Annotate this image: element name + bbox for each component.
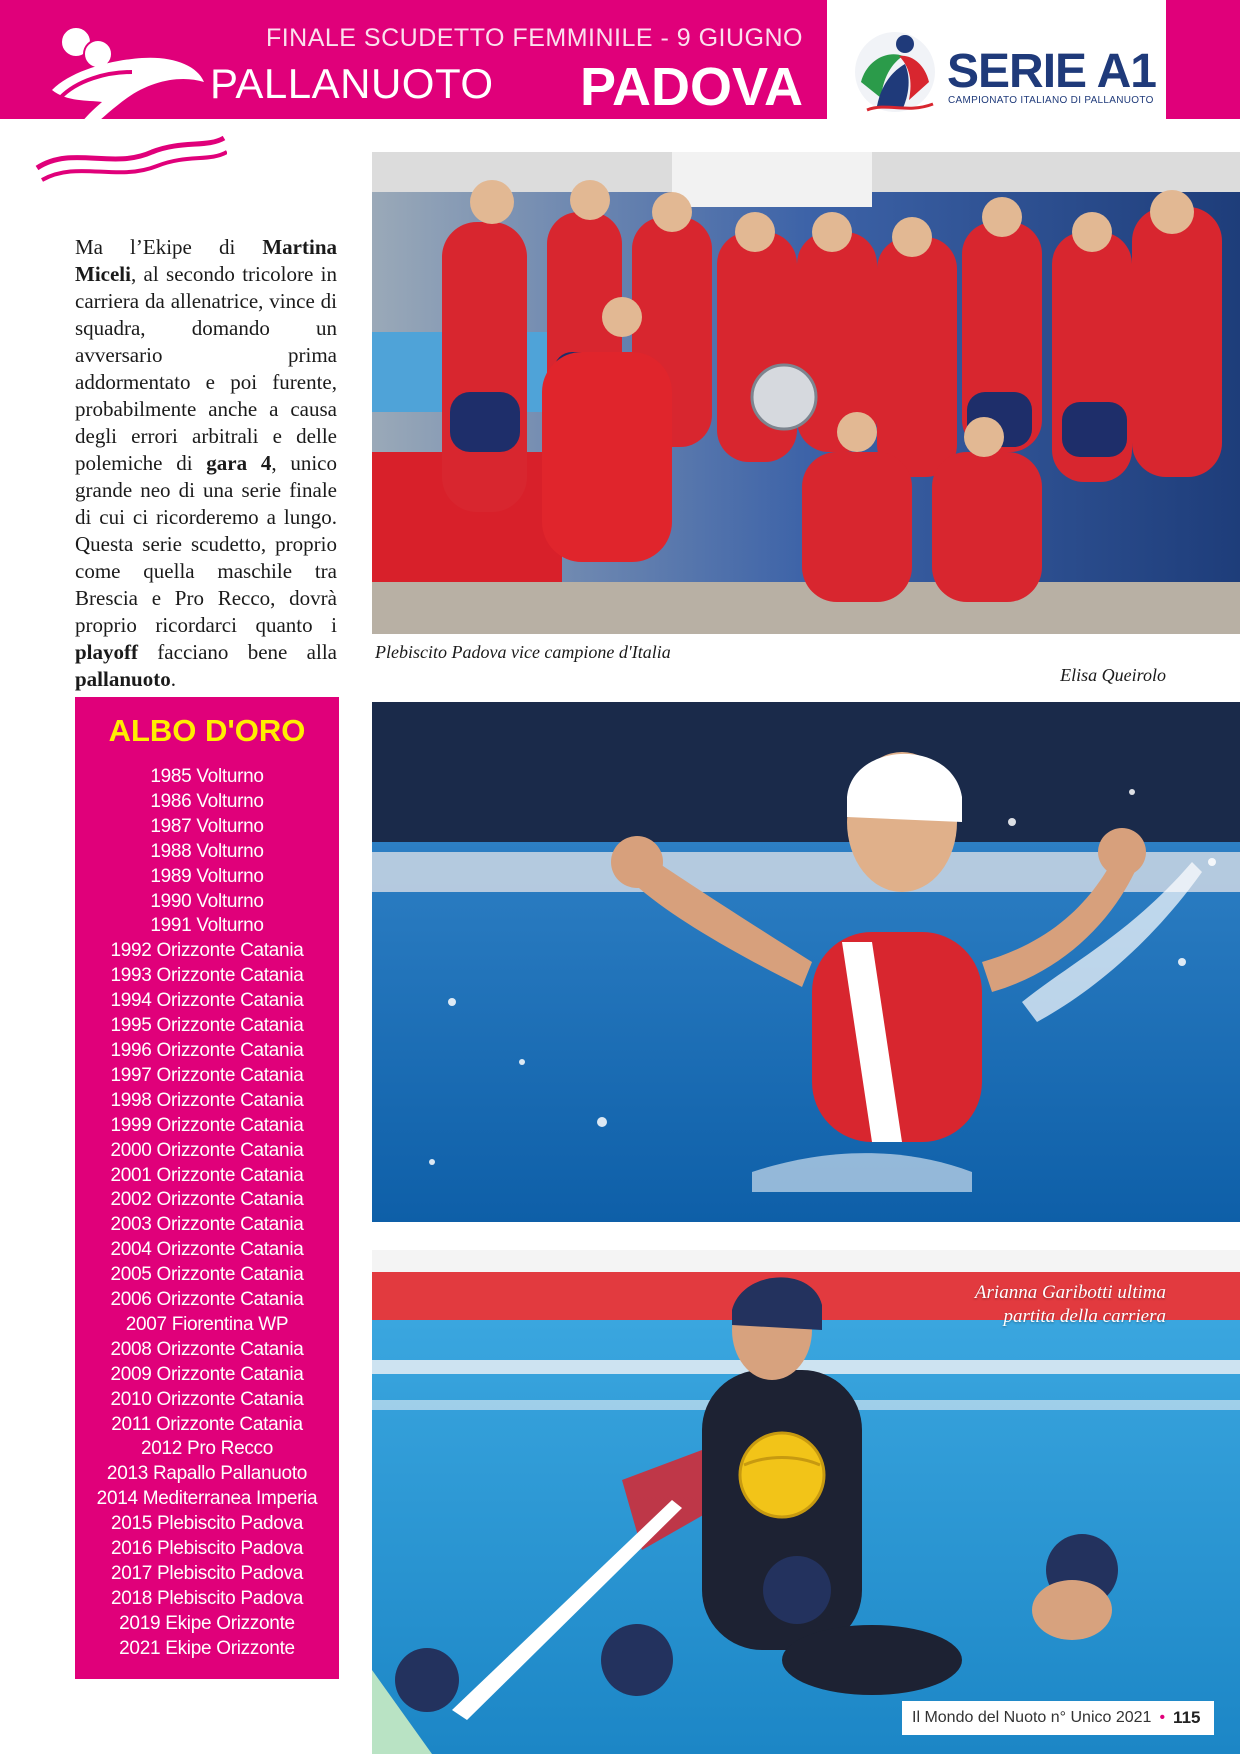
- albo-doro-entry: 1997 Orizzonte Catania: [110, 1064, 304, 1086]
- section-title: PALLANUOTO: [210, 60, 494, 107]
- albo-doro-entry: 1995 Orizzonte Catania: [110, 1015, 304, 1037]
- text-run: Ma l’Ekipe di: [75, 235, 263, 259]
- serie-a1-subtitle: CAMPIONATO ITALIANO DI PALLANUOTO: [948, 95, 1154, 106]
- text-run: facciano bene alla: [138, 640, 337, 664]
- albo-doro-entry: 2003 Orizzonte Catania: [110, 1214, 304, 1236]
- page-footer: [902, 1701, 1214, 1735]
- albo-doro-entry: 2001 Orizzonte Catania: [110, 1164, 304, 1186]
- team-photo: [372, 152, 1240, 634]
- match-photo-caption-line-1: Arianna Garibotti ultima: [974, 1282, 1166, 1303]
- albo-doro-entry: 2002 Orizzonte Catania: [110, 1189, 304, 1211]
- team-photo-credit: Elisa Queirolo: [1060, 665, 1166, 685]
- bullet-icon: •: [1159, 1709, 1166, 1726]
- match-photo-caption-line-2: partita della carriera: [1003, 1306, 1166, 1327]
- magazine-name: Il Mondo del Nuoto n° Unico 2021: [912, 1709, 1152, 1726]
- celebration-photo-image: [372, 702, 1240, 1222]
- text-run: .: [170, 667, 176, 691]
- albo-doro-entry: 1999 Orizzonte Catania: [110, 1114, 304, 1136]
- albo-doro-entry: 2010 Orizzonte Catania: [110, 1388, 304, 1410]
- serie-a1-emblem-icon: [847, 20, 943, 116]
- albo-doro-entry: 1985 Volturno: [150, 766, 264, 787]
- albo-doro-entry: 2021 Ekipe Orizzonte: [119, 1637, 295, 1659]
- team-photo-image: [372, 152, 1240, 634]
- article-paragraph: [75, 234, 337, 693]
- albo-doro-entry: 1988 Volturno: [150, 840, 264, 862]
- albo-doro-entry: 1998 Orizzonte Catania: [110, 1089, 304, 1111]
- albo-doro-entry: 2000 Orizzonte Catania: [110, 1139, 304, 1161]
- celebration-photo: [372, 702, 1240, 1222]
- albo-doro-entry: 2019 Ekipe Orizzonte: [119, 1612, 295, 1634]
- albo-doro-list: [75, 765, 339, 1662]
- albo-doro-entry: 2014 Mediterranea Imperia: [96, 1488, 318, 1510]
- albo-doro-entry: 2013 Rapallo Pallanuoto: [106, 1463, 308, 1485]
- albo-doro-entry: 1996 Orizzonte Catania: [110, 1039, 304, 1061]
- header-band-right: [1166, 0, 1240, 119]
- albo-doro-entry: 2012 Pro Recco: [140, 1438, 274, 1460]
- albo-doro-entry: 1993 Orizzonte Catania: [110, 965, 304, 987]
- albo-doro-entry: 2009 Orizzonte Catania: [110, 1363, 304, 1385]
- albo-doro-entry: 2004 Orizzonte Catania: [110, 1239, 304, 1261]
- albo-doro-entry: 2016 Plebiscito Padova: [111, 1538, 303, 1560]
- serie-a1-wordmark: SERIE A1: [947, 45, 1156, 98]
- albo-doro-entry: 1994 Orizzonte Catania: [110, 990, 304, 1012]
- swimmer-logo-icon: [32, 20, 227, 185]
- albo-doro-entry: 1990 Volturno: [150, 890, 264, 912]
- header-kicker: FINALE SCUDETTO FEMMINILE - 9 GIUGNO: [265, 24, 803, 52]
- albo-doro-entry: 2017 Plebiscito Padova: [111, 1563, 303, 1584]
- albo-doro-entry: 1992 Orizzonte Catania: [110, 940, 304, 962]
- city-title: PADOVA: [579, 57, 803, 117]
- text-run-bold: pallanuoto: [75, 667, 171, 691]
- albo-doro-entry: 2007 Fiorentina WP: [125, 1313, 289, 1335]
- albo-doro-entry: 2011 Orizzonte Catania: [111, 1413, 303, 1435]
- albo-doro-entry: 1987 Volturno: [150, 815, 264, 837]
- albo-doro-entry: 2015 Plebiscito Padova: [111, 1513, 303, 1535]
- text-run-bold: gara 4: [206, 451, 272, 475]
- albo-doro-title: ALBO D'ORO: [108, 713, 306, 748]
- text-run: , al secondo tricolore in carriera da allenatrice, vince di squadra, domando un avversario prima addormentato e poi furente, probabilmente anche a causa degli errori arbitrali e delle polemiche di: [75, 262, 337, 475]
- albo-doro-box: [75, 697, 339, 1679]
- text-run: , unico grande neo di una serie finale di cui ci ricorderemo a lungo. Questa serie scudetto, proprio come quella maschile tra Brescia e Pro Recco, dovrà proprio ricordarci quanto i: [75, 451, 337, 637]
- albo-doro-entry: 2008 Orizzonte Catania: [110, 1338, 304, 1360]
- albo-doro-entry: 1986 Volturno: [150, 790, 264, 812]
- albo-doro-entry: 2018 Plebiscito Padova: [111, 1587, 303, 1609]
- albo-doro-entry: 1989 Volturno: [150, 865, 264, 887]
- team-photo-caption: Plebiscito Padova vice campione d'Italia: [375, 642, 671, 662]
- text-run-bold: playoff: [75, 640, 138, 664]
- albo-doro-entry: 2005 Orizzonte Catania: [110, 1264, 304, 1286]
- match-photo-caption: [846, 1281, 1166, 1329]
- text-run-bold: Martina Miceli: [75, 235, 337, 286]
- page-number: 115: [1173, 1708, 1201, 1727]
- albo-doro-entry: 2006 Orizzonte Catania: [110, 1289, 304, 1311]
- albo-doro-entry: 1991 Volturno: [150, 915, 264, 937]
